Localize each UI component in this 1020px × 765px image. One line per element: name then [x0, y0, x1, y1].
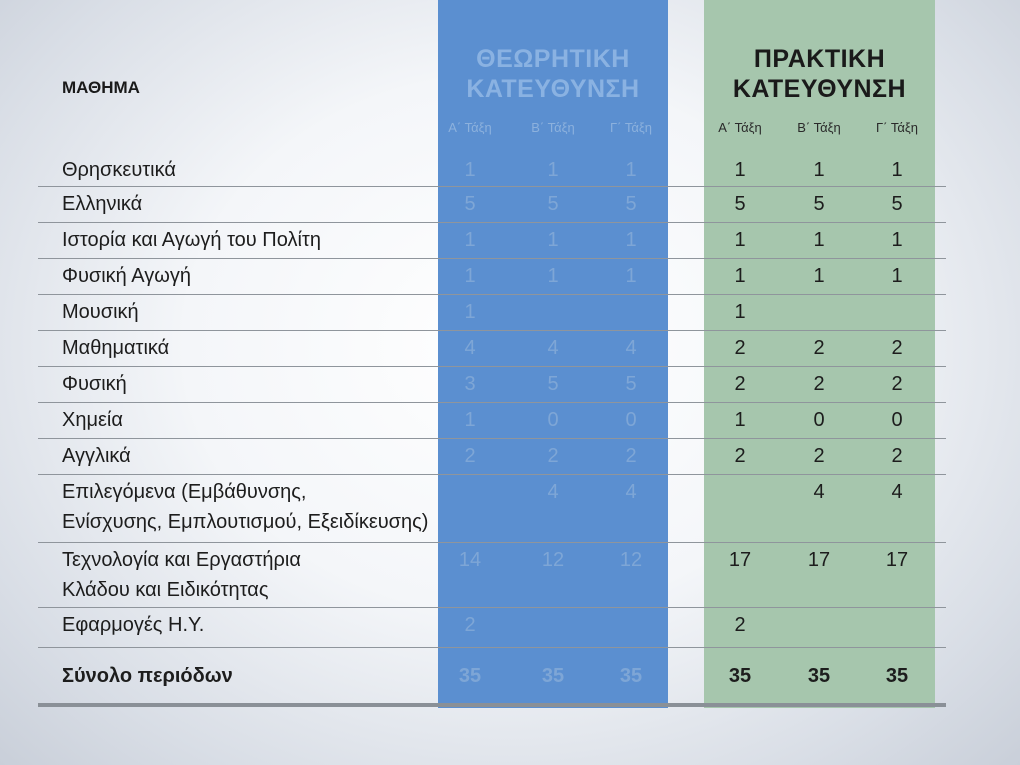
- subject-name-line: Ενίσχυσης, Εμπλουτισμού, Εξειδίκευσης): [62, 511, 429, 533]
- subject-name: [62, 441, 131, 471]
- practice-hours-cell: 1: [891, 265, 903, 287]
- subject-name: [62, 477, 428, 537]
- theory-hours-cell: 2: [625, 445, 637, 467]
- table-row: [38, 258, 946, 295]
- practice-hours-cell: 2: [813, 373, 825, 395]
- subject-name: [62, 297, 139, 327]
- theory-hours-cell: 35: [619, 665, 643, 687]
- subject-name-line: Μαθηματικά: [62, 337, 170, 359]
- practice-header-line2: ΚΑΤΕΥΘΥΝΣΗ: [732, 75, 907, 103]
- theory-hours-cell: 4: [547, 481, 559, 503]
- subject-name: [62, 189, 142, 219]
- subject-name-line: Αγγλικά: [62, 445, 131, 467]
- theory-hours-cell: 12: [619, 549, 643, 571]
- theory-hours-cell: 0: [547, 409, 559, 431]
- theory-header-line2: ΚΑΤΕΥΘΥΝΣΗ: [466, 75, 640, 103]
- practice-hours-cell: 2: [734, 373, 746, 395]
- subject-name: [62, 405, 123, 435]
- practice-hours-cell: 1: [734, 409, 746, 431]
- theory-hours-cell: 5: [625, 373, 637, 395]
- subject-name-line: Ιστορία και Αγωγή του Πολίτη: [62, 229, 321, 251]
- theory-hours-cell: 1: [547, 265, 559, 287]
- theory-hours-cell: 5: [625, 193, 637, 215]
- theory-hours-cell: 0: [625, 409, 637, 431]
- practice-hours-cell: 35: [885, 665, 909, 687]
- table-row: [38, 152, 946, 187]
- theory-hours-cell: 5: [547, 373, 559, 395]
- practice-hours-cell: 35: [807, 665, 831, 687]
- theory-hours-cell: 1: [464, 265, 476, 287]
- table-row: [38, 474, 946, 543]
- practice-grade-a: Α΄ Τάξη: [718, 120, 762, 135]
- practice-hours-cell: 5: [891, 193, 903, 215]
- theory-hours-cell: 4: [625, 337, 637, 359]
- table-row: [38, 542, 946, 608]
- practice-hours-cell: 1: [813, 159, 825, 181]
- theory-hours-cell: 1: [464, 159, 476, 181]
- subject-name-line: Θρησκευτικά: [62, 159, 176, 181]
- table-row: [38, 607, 946, 648]
- practice-header: [704, 44, 935, 104]
- table-row: [38, 294, 946, 331]
- subject-name: [62, 155, 176, 185]
- practice-hours-cell: 2: [891, 445, 903, 467]
- theory-hours-cell: 1: [464, 409, 476, 431]
- theory-hours-cell: 1: [464, 301, 476, 323]
- practice-hours-cell: 1: [813, 229, 825, 251]
- theory-hours-cell: 1: [547, 229, 559, 251]
- subject-name-line: Εφαρμογές Η.Υ.: [62, 614, 205, 636]
- subject-name-line: Σύνολο περιόδων: [62, 665, 233, 687]
- practice-hours-cell: 0: [891, 409, 903, 431]
- practice-header-line1: ΠΡΑΚΤΙΚΗ: [753, 45, 886, 73]
- theory-hours-cell: 1: [547, 159, 559, 181]
- practice-hours-cell: 2: [734, 614, 746, 636]
- subject-name-line: Ελληνικά: [62, 193, 143, 215]
- theory-hours-cell: 3: [464, 373, 476, 395]
- table-row: [38, 330, 946, 367]
- theory-hours-cell: 4: [625, 481, 637, 503]
- practice-grade-c: Γ΄ Τάξη: [876, 120, 918, 135]
- practice-grade-b: Β΄ Τάξη: [797, 120, 841, 135]
- theory-hours-cell: 14: [458, 549, 482, 571]
- practice-hours-cell: 17: [885, 549, 909, 571]
- practice-hours-cell: 1: [734, 159, 746, 181]
- practice-hours-cell: 1: [734, 229, 746, 251]
- theory-hours-cell: 1: [464, 229, 476, 251]
- theory-hours-cell: 1: [625, 159, 637, 181]
- practice-hours-cell: 1: [734, 265, 746, 287]
- practice-hours-cell: 2: [813, 445, 825, 467]
- theory-hours-cell: 12: [541, 549, 565, 571]
- practice-hours-cell: 2: [734, 337, 746, 359]
- practice-hours-cell: 2: [813, 337, 825, 359]
- subject-name-line: Κλάδου και Ειδικότητας: [62, 579, 269, 601]
- subject-name-line: Επιλεγόμενα (Εμβάθυνσης,: [62, 481, 307, 503]
- theory-header-line1: ΘΕΩΡΗΤΙΚΗ: [476, 45, 630, 73]
- subject-name-line: Χημεία: [62, 409, 123, 431]
- subject-name: [62, 369, 127, 399]
- theory-hours-cell: 1: [625, 229, 637, 251]
- theory-grade-b: Β΄ Τάξη: [531, 120, 575, 135]
- table-row: [38, 366, 946, 403]
- theory-hours-cell: 5: [547, 193, 559, 215]
- practice-hours-cell: 1: [891, 229, 903, 251]
- table-row: [38, 186, 946, 223]
- practice-hours-cell: 1: [734, 301, 746, 323]
- theory-hours-cell: 35: [541, 665, 565, 687]
- theory-hours-cell: 5: [464, 193, 476, 215]
- subject-name: [62, 661, 233, 691]
- theory-grade-a: Α΄ Τάξη: [448, 120, 492, 135]
- subject-name: [62, 333, 169, 363]
- subject-name: [62, 225, 321, 255]
- total-row: [38, 647, 946, 707]
- practice-hours-cell: 4: [813, 481, 825, 503]
- subject-name-line: Φυσική: [62, 373, 127, 395]
- table-row: [38, 438, 946, 475]
- practice-hours-cell: 2: [891, 337, 903, 359]
- theory-hours-cell: 1: [625, 265, 637, 287]
- subject-name-line: Μουσική: [62, 301, 139, 323]
- subject-name: [62, 261, 191, 291]
- practice-hours-cell: 1: [891, 159, 903, 181]
- table-row: [38, 402, 946, 439]
- practice-hours-cell: 17: [807, 549, 831, 571]
- practice-hours-cell: 0: [813, 409, 825, 431]
- subject-name: [62, 545, 301, 605]
- theory-hours-cell: 4: [547, 337, 559, 359]
- subject-column-header: ΜΑΘΗΜΑ: [62, 78, 140, 97]
- practice-hours-cell: 2: [891, 373, 903, 395]
- practice-hours-cell: 1: [813, 265, 825, 287]
- theory-hours-cell: 4: [464, 337, 476, 359]
- theory-hours-cell: 35: [458, 665, 482, 687]
- theory-hours-cell: 2: [464, 614, 476, 636]
- theory-hours-cell: 2: [547, 445, 559, 467]
- practice-hours-cell: 5: [813, 193, 825, 215]
- table-row: [38, 222, 946, 259]
- practice-hours-cell: 2: [734, 445, 746, 467]
- theory-header: [438, 44, 668, 104]
- theory-hours-cell: 2: [464, 445, 476, 467]
- subject-name-line: Φυσική Αγωγή: [62, 265, 191, 287]
- practice-hours-cell: 4: [891, 481, 903, 503]
- subject-name-line: Τεχνολογία και Εργαστήρια: [62, 549, 301, 571]
- theory-grade-c: Γ΄ Τάξη: [610, 120, 652, 135]
- subject-name: [62, 610, 204, 640]
- practice-hours-cell: 5: [734, 193, 746, 215]
- practice-hours-cell: 35: [728, 665, 752, 687]
- practice-hours-cell: 17: [728, 549, 752, 571]
